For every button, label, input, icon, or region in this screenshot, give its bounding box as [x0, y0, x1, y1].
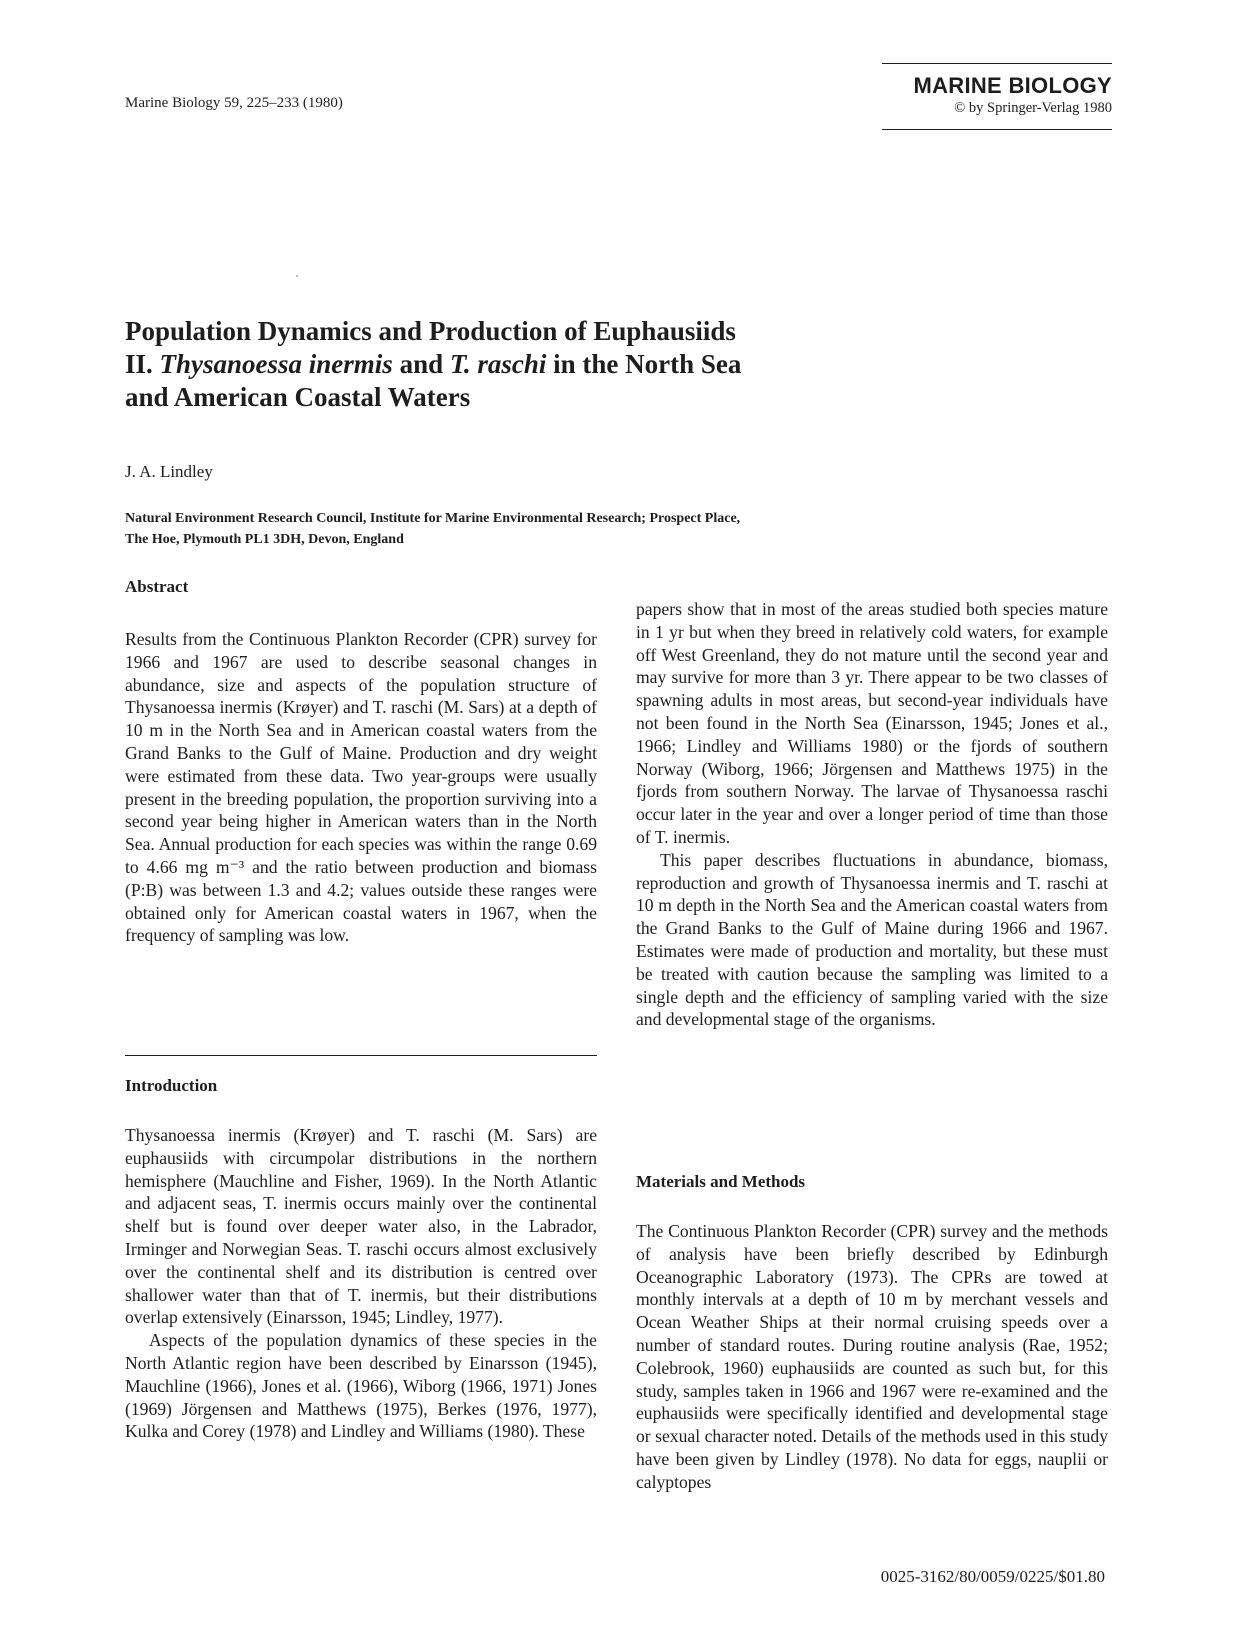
introduction-paragraph-1: Thysanoessa inermis (Krøyer) and T. raschi (M. Sars) are euphausiids with circumpolar distributions in the northern hemisphere (Mauchline and Fisher, 1969). In the North Atlantic and adjacent seas, T. inermis occurs mainly over the continental shelf but is found over deeper water also, in the Labrador, Irminger and Norwegian Seas. T. raschi occurs almost exclusively over the continental shelf and its distribution is centred over shallower water than that of T. inermis, but their distributions overlap extensively (Einarsson, 1945; Lindley, 1977).: [125, 1125, 597, 1328]
introduction-paragraph-3: This paper describes fluctuations in abundance, biomass, reproduction and growth of Thysanoessa inermis and T. raschi at 10 m depth in the North Sea and the American coastal waters from the Grand Banks to the Gulf of Maine during 1966 and 1967. Estimates were made of production and mortality, but these must be treated with caution because the sampling was limited to a single depth and the efficiency of sampling varied with the size and developmental stage of the organisms.: [636, 849, 1108, 1030]
abstract-body: [125, 628, 597, 947]
brand-top-rule: [882, 63, 1112, 64]
affiliation-line-1: Natural Environment Research Council, Institute for Marine Environmental Research; Prospect Place,: [125, 511, 741, 526]
brand-bottom-rule: [882, 129, 1112, 130]
title-species-2: T. raschi: [449, 349, 547, 379]
title-species-1: Thysanoessa inermis: [159, 349, 393, 379]
methods-body: [636, 1220, 1108, 1494]
author-name: J. A. Lindley: [125, 462, 213, 481]
scan-speck: [296, 275, 298, 277]
brand-copyright: © by Springer-Verlag 1980: [954, 100, 1112, 116]
introduction-heading: Introduction: [125, 1076, 218, 1095]
introduction-body-right: [636, 598, 1108, 1031]
brand-title: MARINE BIOLOGY: [913, 73, 1112, 98]
title-line-2: II. Thysanoessa inermis and T. raschi in the North Sea: [125, 349, 742, 379]
journal-reference: Marine Biology 59, 225–233 (1980): [125, 95, 343, 111]
title-line-3: and American Coastal Waters: [125, 382, 471, 412]
methods-heading: Materials and Methods: [636, 1172, 806, 1191]
abstract-text: Results from the Continuous Plankton Recorder (CPR) survey for 1966 and 1967 are used to describe seasonal changes in abundance, size and aspects of the population structure of Thysanoessa inermis (Krøyer) and T. raschi (M. Sars) at a depth of 10 m in the North Sea and in American coastal waters from the Grand Banks to the Gulf of Maine. Production and dry weight were estimated from these data. Two year-groups were usually present in the breeding population, the proportion surviving into a second year being higher in American waters than in the North Sea. Annual production for each species was within the range 0.69 to 4.66 mg m⁻³ and the ratio between production and biomass (P:B) was between 1.3 and 4.2; values outside these ranges were obtained only for American coastal waters in 1967, when the frequency of sampling was low.: [125, 629, 597, 946]
abstract-divider: [125, 1055, 597, 1056]
article-code: 0025-3162/80/0059/0225/$01.80: [880, 1567, 1105, 1586]
introduction-paragraph-2-continued: papers show that in most of the areas studied both species mature in 1 yr but when they breed in relatively cold waters, for example off West Greenland, they do not mature until the second year and may survive for more than 3 yr. There appear to be two classes of spawning adults in most areas, but second-year individuals have not been found in the North Sea (Einarsson, 1945; Jones et al., 1966; Lindley and Williams 1980) or the fjords of southern Norway (Wiborg, 1966; Jörgensen and Matthews 1975) in the fjords from southern Norway. The larvae of Thysanoessa raschi occur later in the year and over a longer period of time than those of T. inermis.: [636, 599, 1108, 847]
abstract-heading: Abstract: [125, 577, 189, 596]
affiliation-line-2: The Hoe, Plymouth PL1 3DH, Devon, England: [125, 532, 404, 547]
author-affiliation: [125, 508, 1025, 550]
introduction-body-left: [125, 1124, 597, 1443]
introduction-paragraph-2: Aspects of the population dynamics of these species in the North Atlantic region have been described by Einarsson (1945), Mauchline (1966), Jones et al. (1966), Wiborg (1966, 1971) Jones (1969) Jörgensen and Matthews (1975), Berkes (1976, 1977), Kulka and Corey (1978) and Lindley and Williams (1980). These: [125, 1330, 597, 1442]
title-line-1: Population Dynamics and Production of Euphausiids: [125, 316, 736, 346]
paper-title: [125, 315, 1025, 414]
journal-brand: [882, 63, 1112, 130]
methods-text: The Continuous Plankton Recorder (CPR) survey and the methods of analysis have been briefly described by Edinburgh Oceanographic Laboratory (1973). The CPRs are towed at monthly intervals at a depth of 10 m by merchant vessels and Ocean Weather Ships at their normal cruising speeds over a number of standard routes. During routine analysis (Rae, 1952; Colebrook, 1960) euphausiids are counted as such but, for this study, samples taken in 1966 and 1967 were re-examined and the euphausiids were specifically identified and developmental stage or sexual character noted. Details of the methods used in this study have been given by Lindley (1978). No data for eggs, nauplii or calyptopes: [636, 1221, 1108, 1492]
